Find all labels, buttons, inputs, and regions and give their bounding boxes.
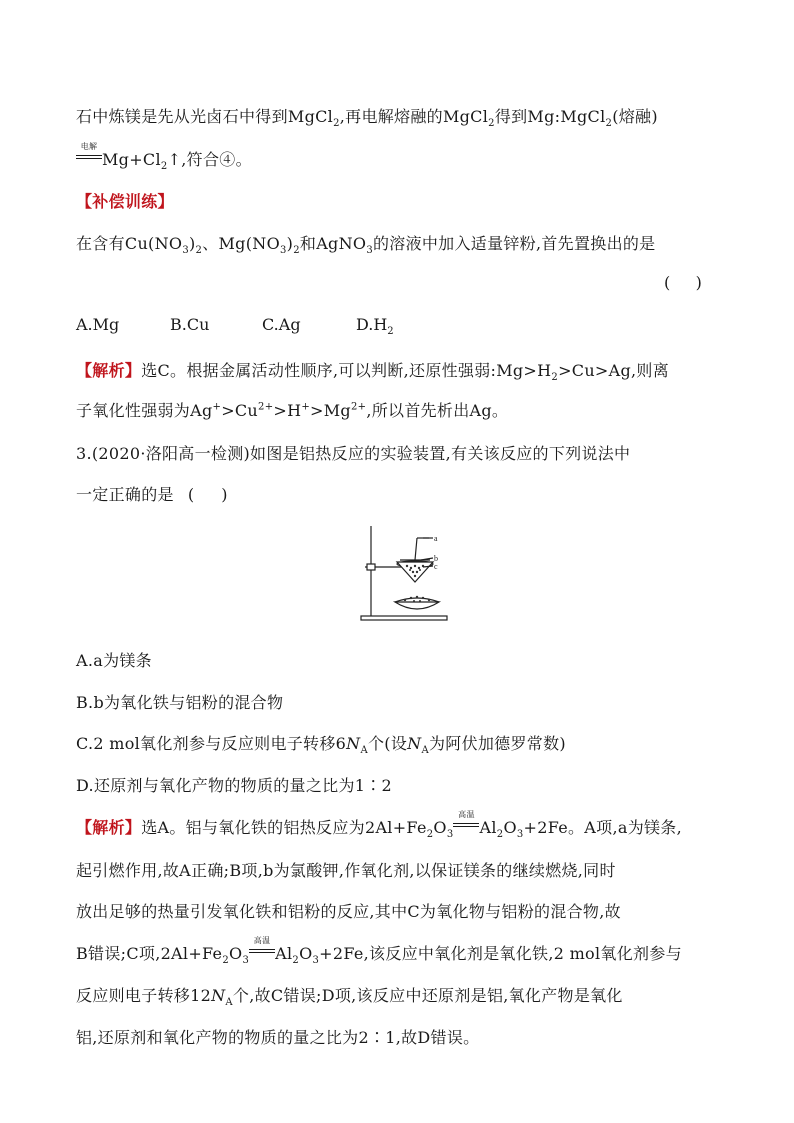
option-b: B.b为氧化铁与铝粉的混合物: [76, 693, 284, 712]
label-b: b: [434, 554, 438, 563]
option-d: D.还原剂与氧化产物的物质的量之比为1∶2: [76, 776, 393, 795]
answer-line: 【解析】选C。根据金属活动性顺序,可以判断,还原性强弱$:Mg>H_2>Cu>Ag$,则离: [76, 361, 670, 384]
text-line: 电解 $Mg+Cl_2↑$,符合④。: [76, 147, 252, 172]
answer-bracket: ( ): [664, 273, 702, 292]
stand-base: [361, 616, 447, 620]
section-heading: 【补偿训练】: [76, 192, 174, 211]
answer-line: 铝,还原剂和氧化产物的物质的量之比为2∶1,故D错误。: [76, 1028, 480, 1047]
answer-line: 【解析】选A。铝与氧化铁的铝热反应为$2Al+Fe_2O_3$ 高温 $Al_2O_3+2Fe$。A项,a为镁条,: [76, 810, 682, 841]
option-c: C.Ag: [262, 315, 301, 334]
question-3-text: 一定正确的是 ( ): [76, 485, 228, 504]
reaction-condition: 高温: [249, 943, 275, 959]
question-text: 在含有$Cu(NO_3)_2$、$Mg(NO_3)_2$和AgNO$_3$的溶液中加入适量锌粉,首先置换出的是: [76, 234, 656, 257]
option-a: A.Mg: [76, 315, 120, 334]
answer-line: 反应则电子转移$12N_A$个,故C错误;D项,该反应中还原剂是铝,氧化产物是氧化: [76, 986, 623, 1009]
label-a: a: [434, 534, 438, 543]
label-c: c: [434, 562, 438, 571]
gas-arrow-icon: ↑: [167, 150, 182, 169]
option-c: C.2 mol氧化剂参与反应则电子转移$6N_A$个(设$N_A$为阿伏加德罗常数): [76, 734, 566, 757]
question-3-text: 3.(2020·洛阳高一检测)如图是铝热反应的实验装置,有关该反应的下列说法中: [76, 444, 631, 463]
option-b: B.Cu: [170, 315, 210, 334]
reaction-condition: 高温: [453, 817, 479, 833]
reaction-condition: 电解: [76, 149, 102, 165]
sand-dish: [395, 602, 439, 609]
option-a: A.a为镁条: [76, 651, 152, 670]
answer-line: 子氧化性强弱为$Ag^+>Cu^{2+}>H^+>Mg^{2+}$,所以首先析出Ag。: [76, 401, 509, 420]
option-d: $D.H_2$: [356, 315, 394, 338]
answer-line: B错误;C项$,2Al+Fe_2O_3$ 高温 $Al_2O_3+2Fe$,该反应中氧化剂是氧化铁,2 mol氧化剂参与: [76, 936, 682, 967]
text-line: 石中炼镁是先从光卤石中得到MgCl$_2$,再电解熔融的MgCl$_2$得到Mg:MgCl$_2$(熔融): [76, 107, 658, 130]
thermite-apparatus-diagram: [355, 520, 455, 625]
analysis-tag: 【解析】: [76, 361, 142, 380]
magnesium-strip: [415, 538, 417, 560]
answer-line: 放出足够的热量引发氧化铁和铝粉的反应,其中C为氧化物与铝粉的混合物,故: [76, 902, 621, 921]
analysis-tag: 【解析】: [76, 818, 142, 837]
answer-line: 起引燃作用,故A正确;B项,b为氯酸钾,作氧化剂,以保证镁条的继续燃烧,同时: [76, 861, 616, 880]
